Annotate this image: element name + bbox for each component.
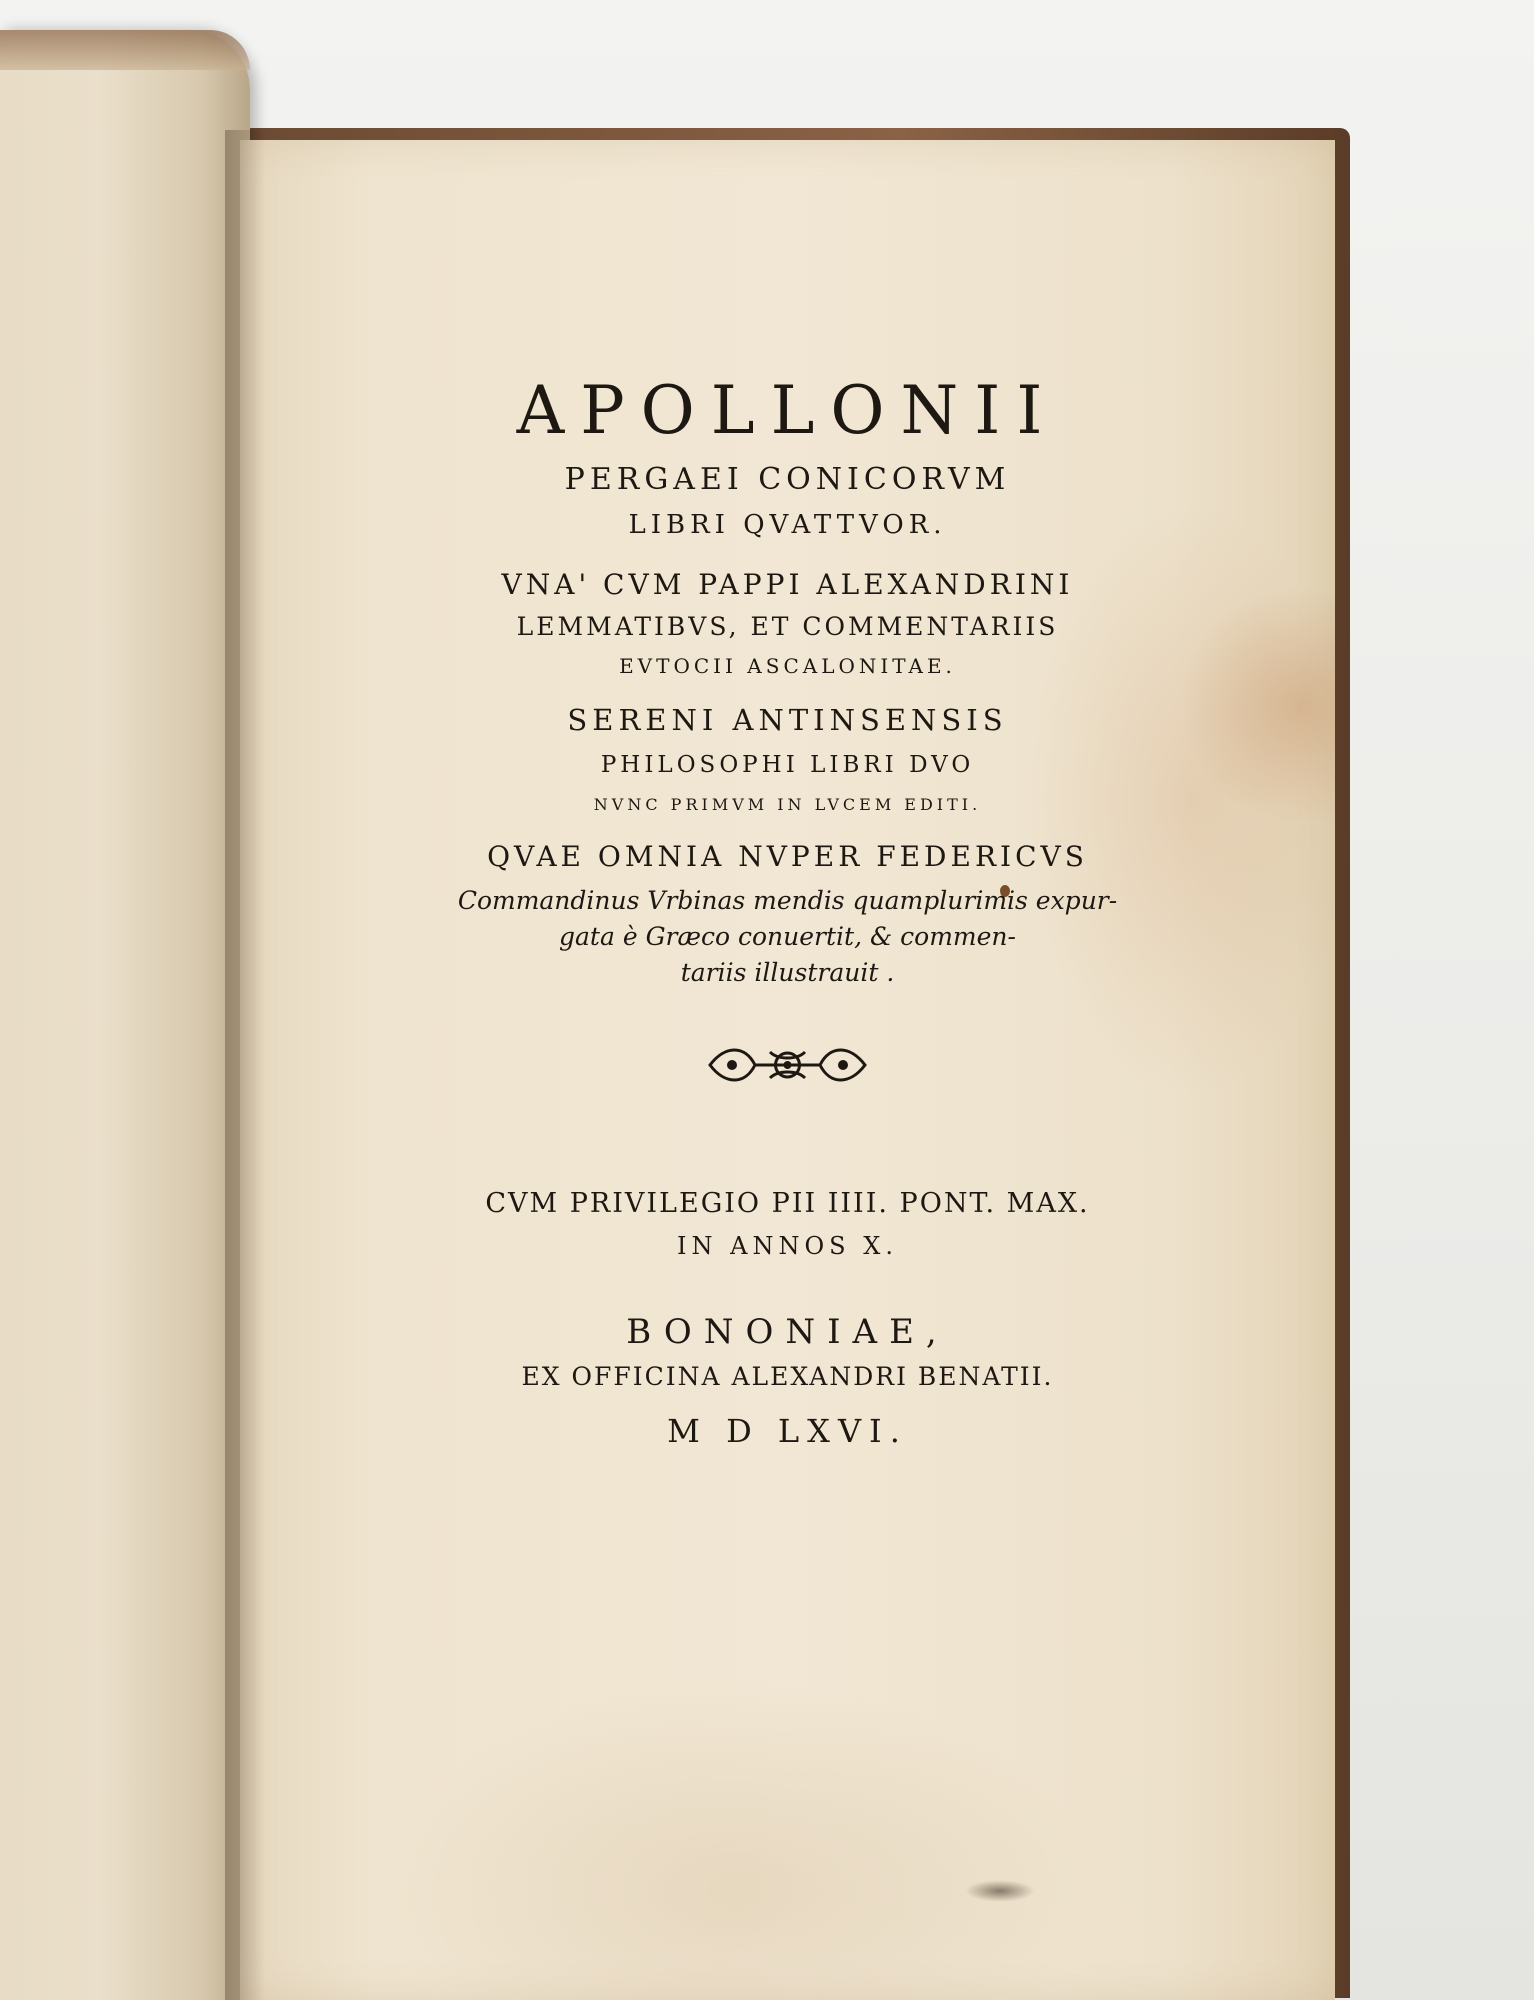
italic-line-1: Commandinus Vrbinas mendis quamplurimis expur-: [457, 886, 1118, 915]
italic-line-3: tariis illustrauit .: [680, 958, 895, 987]
subtitle-line-6: SERENI ANTINSENSIS: [567, 703, 1008, 737]
gutter-shadow: [225, 130, 265, 2000]
left-page-top-edge: [0, 30, 250, 70]
book-title: APOLLONII: [516, 372, 1059, 449]
imprint-place: BONONIAE,: [626, 1312, 949, 1352]
subtitle-line-8: NVNC PRIMVM IN LVCEM EDITI.: [593, 795, 982, 814]
subtitle-line-9: QVAE OMNIA NVPER FEDERICVS: [487, 840, 1088, 873]
printers-fleuron-ornament-icon: [700, 1040, 875, 1090]
privilege-line-2: IN ANNOS X.: [677, 1232, 898, 1260]
subtitle-line-5: EVTOCII ASCALONITAE.: [619, 654, 956, 678]
subtitle-line-4: LEMMATIBVS, ET COMMENTARIIS: [516, 612, 1059, 641]
subtitle-line-2: LIBRI QVATTVOR.: [628, 510, 947, 540]
imprint-year: M D LXVI.: [667, 1412, 908, 1450]
title-page-text: [240, 140, 1335, 2000]
subtitle-line-1: PERGAEI CONICORVM: [564, 462, 1011, 497]
italic-line-2: gata è Græco conuertit, & commen-: [559, 922, 1016, 951]
privilege-line-1: CVM PRIVILEGIO PII IIII. PONT. MAX.: [485, 1188, 1090, 1219]
imprint-printer: EX OFFICINA ALEXANDRI BENATII.: [521, 1362, 1054, 1391]
subtitle-line-3: VNA' CVM PAPPI ALEXANDRINI: [501, 568, 1074, 601]
left-page: [0, 30, 250, 2000]
subtitle-line-7: PHILOSOPHI LIBRI DVO: [600, 752, 975, 778]
title-page: [240, 140, 1335, 2000]
